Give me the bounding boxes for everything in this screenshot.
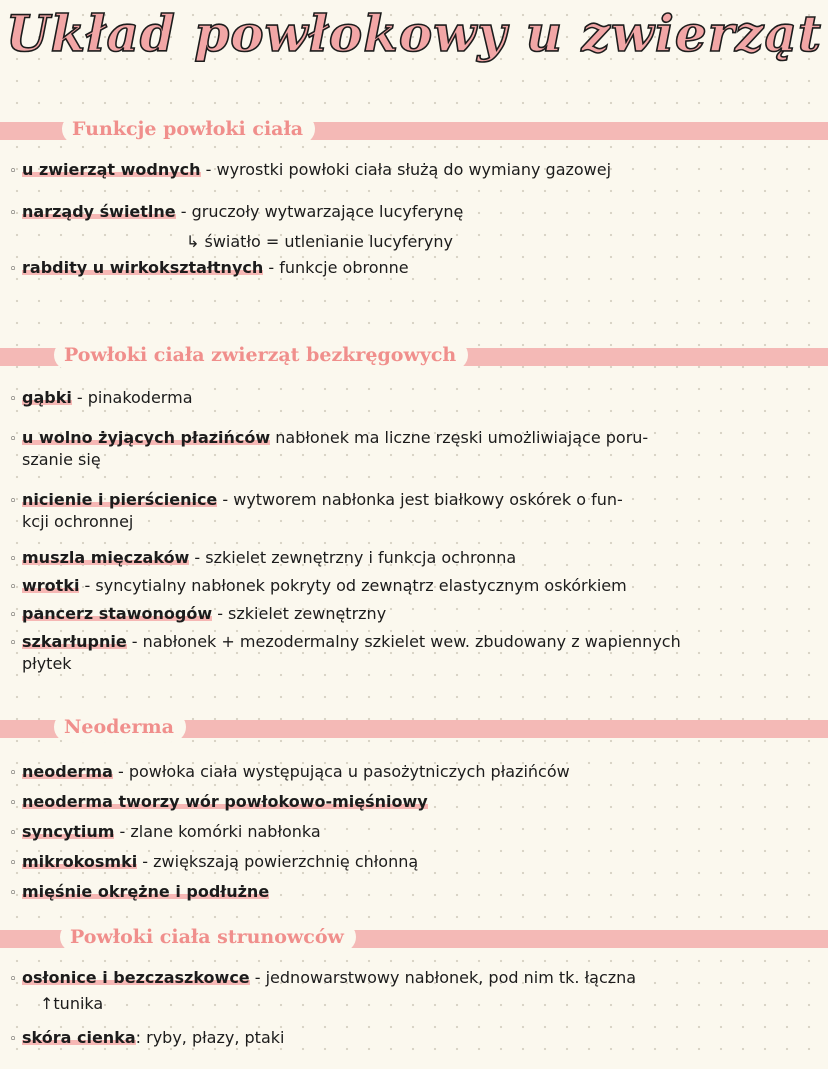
list-item: ◦ wrotki - syncytialny nabłonek pokryty od zewnątrz elastycznym oskórkiem: [9, 576, 627, 595]
list-item: ◦ u wolno żyjących płazińców nabłonek ma liczne rzęski umożliwiające poru-: [9, 428, 649, 447]
term: syncytium: [22, 822, 115, 841]
term: u wolno żyjących płazińców: [22, 428, 271, 447]
term: pancerz stawonogów: [22, 604, 213, 623]
term: wrotki: [22, 576, 80, 595]
list-item: ◦ rabdity u wirkokształtnych - funkcje obronne: [9, 258, 409, 277]
term: rabdity u wirkokształtnych: [22, 258, 264, 277]
item-text: - wytworem nabłonka jest białkowy oskórek o fun-: [217, 490, 623, 509]
item-text: : ryby, płazy, ptaki: [135, 1028, 285, 1047]
continuation: szanie się: [22, 450, 101, 469]
list-item: ◦ mięśnie okrężne i podłużne: [9, 882, 270, 901]
item-text: - nabłonek + mezodermalny szkielet wew. zbudowany z wapiennych: [126, 632, 681, 651]
section-heading-band: [0, 920, 828, 956]
list-item: ◦ syncytium - zlane komórki nabłonka: [9, 822, 321, 841]
item-text: - jednowarstwowy nabłonek, pod nim tk. łączna: [249, 968, 637, 987]
list-item: ◦ neoderma - powłoka ciała występująca u pasożytniczych płazińców: [9, 762, 570, 781]
term: osłonice i bezczaszkowce: [22, 968, 250, 987]
section-heading: Powłoki ciała zwierząt bezkręgowych: [54, 340, 468, 370]
list-item: ◦ skóra cienka: ryby, płazy, ptaki: [9, 1028, 285, 1047]
section-heading-band: [0, 338, 828, 374]
term: neoderma: [22, 762, 113, 781]
continuation: kcji ochronnej: [22, 512, 134, 531]
item-text: - wyrostki powłoki ciała służą do wymiany gazowej: [200, 160, 612, 179]
section-heading-band: [0, 710, 828, 746]
term: mięśnie okrężne i podłużne: [22, 882, 270, 901]
list-item: ◦ nicienie i pierścienice - wytworem nabłonka jest białkowy oskórek o fun-: [9, 490, 623, 509]
term: neoderma tworzy wór powłokowo-mięśniowy: [22, 792, 428, 811]
term: u zwierząt wodnych: [22, 160, 201, 179]
term: mikrokosmki: [22, 852, 138, 871]
section-heading: Funkcje powłoki ciała: [62, 114, 315, 144]
list-item: ◦ gąbki - pinakoderma: [9, 388, 193, 407]
term: skóra cienka: [22, 1028, 136, 1047]
item-text: - zlane komórki nabłonka: [114, 822, 321, 841]
item-text: - funkcje obronne: [263, 258, 409, 277]
term: gąbki: [22, 388, 72, 407]
list-item: ◦ osłonice i bezczaszkowce - jednowarstwowy nabłonek, pod nim tk. łączna: [9, 968, 637, 987]
list-item: ◦ pancerz stawonogów - szkielet zewnętrzny: [9, 604, 387, 623]
term: muszla mięczaków: [22, 548, 190, 567]
arrow-note: ↳ światło = utlenianie lucyferyny: [186, 232, 453, 251]
page-title: Układ powłokowy u zwierząt: [6, 4, 822, 63]
list-item: ◦ muszla mięczaków - szkielet zewnętrzny i funkcja ochronna: [9, 548, 517, 567]
term: szkarłupnie: [22, 632, 127, 651]
list-item: ◦ u zwierząt wodnych - wyrostki powłoki ciała służą do wymiany gazowej: [9, 160, 612, 179]
item-text: nabłonek ma liczne rzęski umożliwiające poru-: [270, 428, 649, 447]
item-text: - szkielet zewnętrzny i funkcja ochronna: [189, 548, 517, 567]
section-heading: Neoderma: [54, 712, 186, 742]
list-item: ◦ szkarłupnie - nabłonek + mezodermalny szkielet wew. zbudowany z wapiennych: [9, 632, 681, 651]
item-text: - pinakoderma: [71, 388, 193, 407]
term: nicienie i pierścienice: [22, 490, 218, 509]
list-item: ◦ narządy świetlne - gruczoły wytwarzające lucyferynę: [9, 202, 464, 221]
item-text: - gruczoły wytwarzające lucyferynę: [175, 202, 464, 221]
section-heading-band: [0, 112, 828, 148]
item-text: - powłoka ciała występująca u pasożytniczych płazińców: [112, 762, 570, 781]
list-item: ◦ neoderma tworzy wór powłokowo-mięśniowy: [9, 792, 428, 811]
section-heading: Powłoki ciała strunowców: [60, 922, 356, 952]
arrow-note: ↑tunika: [40, 994, 104, 1013]
list-item: ◦ mikrokosmki - zwiększają powierzchnię chłonną: [9, 852, 419, 871]
term: narządy świetlne: [22, 202, 176, 221]
continuation: płytek: [22, 654, 72, 673]
item-text: - syncytialny nabłonek pokryty od zewnątrz elastycznym oskórkiem: [79, 576, 627, 595]
item-text: - szkielet zewnętrzny: [212, 604, 387, 623]
item-text: - zwiększają powierzchnię chłonną: [137, 852, 419, 871]
